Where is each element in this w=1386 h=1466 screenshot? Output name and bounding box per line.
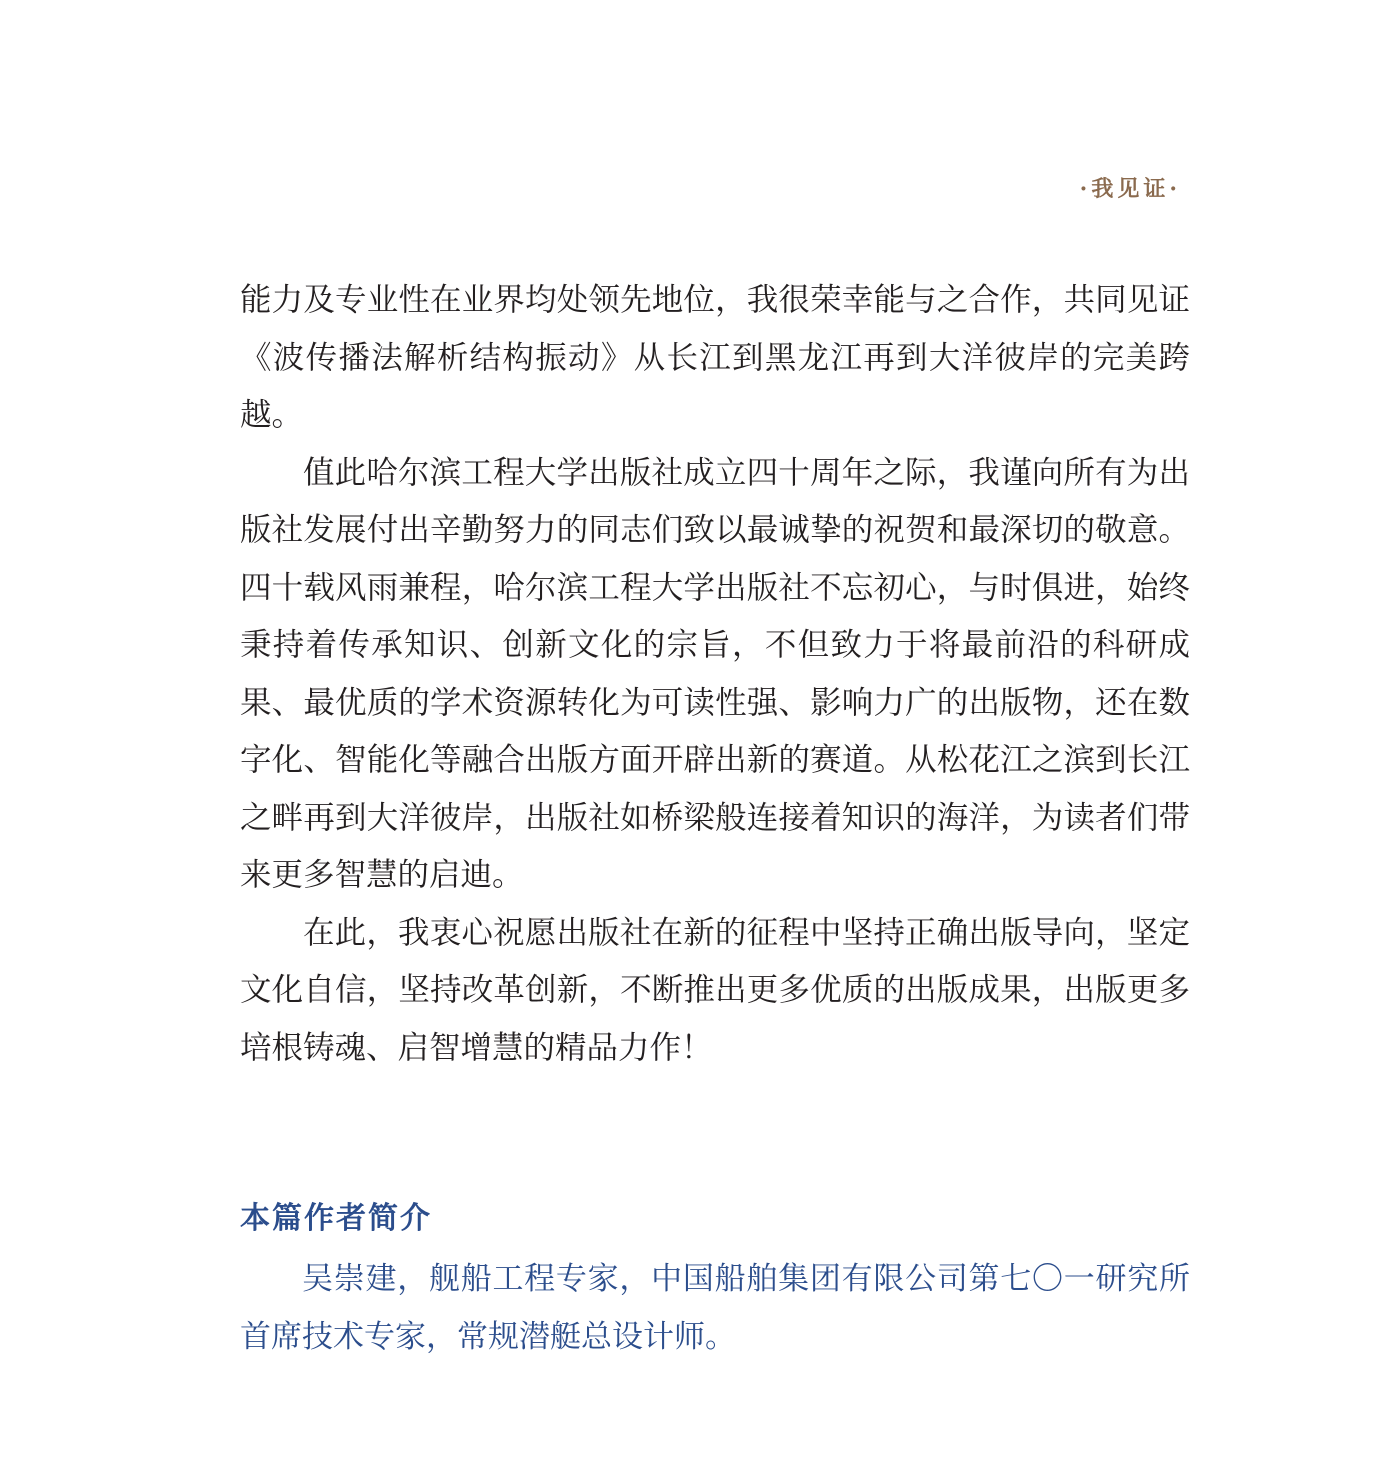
article-paragraph-3: 在此，我衷心祝愿出版社在新的征程中坚持正确出版导向，坚定文化自信，坚持改革创新，不断推出更多优质的出版成果，出版更多培根铸魂、启智增慧的精品力作！ [240,914,1190,1066]
author-bio-heading: 本篇作者简介 [240,1201,432,1236]
author-bio-text: 吴崇建，舰船工程专家，中国船舶集团有限公司第七〇一研究所首席技术专家，常规潜艇总设计师。 [240,1261,1190,1355]
running-header: ·我见证· [1079,176,1181,202]
article-paragraph-1: 能力及专业性在业界均处领先地位，我很荣幸能与之合作，共同见证《波传播法解析结构振动》从长江到黑龙江再到大洋彼岸的完美跨越。 [240,282,1190,433]
article-paragraph-2: 值此哈尔滨工程大学出版社成立四十周年之际，我谨向所有为出版社发展付出辛勤努力的同志们致以最诚挚的祝贺和最深切的敬意。四十载风雨兼程，哈尔滨工程大学出版社不忘初心，与时俱进，始终秉持着传承知识、创新文化的宗旨，不但致力于将最前沿的科研成果、最优质的学术资源转化为可读性强、影响力广的出版物，还在数字化、智能化等融合出版方面开辟出新的赛道。从松花江之滨到长江之畔再到大洋彼岸，出版社如桥梁般连接着知识的海洋，为读者们带来更多智慧的启迪。 [240,454,1190,893]
article-body [240,272,1190,1077]
